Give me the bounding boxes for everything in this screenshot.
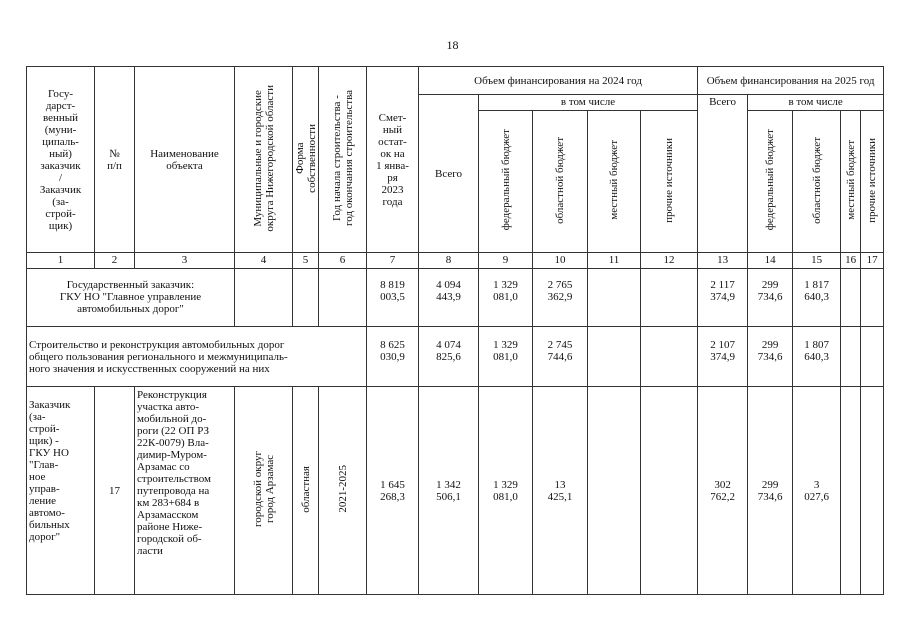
header-total-2024: Всего — [419, 95, 479, 253]
col-number: 2 — [95, 253, 135, 269]
object-years: 2021-2025 — [319, 387, 367, 595]
customer-row-label: Государственный заказчик: ГКУ НО "Главное управление автомобильных дорог" — [27, 269, 235, 327]
object-total-2025: 302 762,2 — [698, 387, 748, 595]
object-total-2024: 1 342 506,1 — [419, 387, 479, 595]
header-fin-2024: Объем финансирования на 2024 год — [419, 67, 698, 95]
program-regional-2024: 2 745 744,6 — [533, 327, 588, 387]
col-number: 16 — [841, 253, 861, 269]
col-number: 13 — [698, 253, 748, 269]
object-ownership: областная — [293, 387, 319, 595]
program-estimate: 8 625 030,9 — [367, 327, 419, 387]
header-years: Год начала строительства - год окончания строительства — [319, 67, 367, 253]
header-including-2024: в том числе — [479, 95, 698, 111]
col-number: 1 — [27, 253, 95, 269]
col-number: 7 — [367, 253, 419, 269]
program-row — [27, 327, 884, 387]
col-number: 12 — [641, 253, 698, 269]
object-regional-2025: 3 027,6 — [793, 387, 841, 595]
financing-table — [26, 66, 884, 595]
header-other-2025: прочие источники — [861, 111, 884, 253]
program-total-2025: 2 107 374,9 — [698, 327, 748, 387]
object-federal-2025: 299 734,6 — [748, 387, 793, 595]
col-number: 6 — [319, 253, 367, 269]
col-number: 10 — [533, 253, 588, 269]
object-federal-2024: 1 329 081,0 — [479, 387, 533, 595]
header-federal-2025: федеральный бюджет — [748, 111, 793, 253]
col-number: 3 — [135, 253, 235, 269]
customer-total-2025: 2 117 374,9 — [698, 269, 748, 327]
col-number: 9 — [479, 253, 533, 269]
col-number: 17 — [861, 253, 884, 269]
header-regional-2025: областной бюджет — [793, 111, 841, 253]
page-number: 18 — [446, 38, 459, 52]
header-other-2024: прочие источники — [641, 111, 698, 253]
program-total-2024: 4 074 825,6 — [419, 327, 479, 387]
col-number: 15 — [793, 253, 841, 269]
header-regional-2024: областной бюджет — [533, 111, 588, 253]
program-row-label: Строительство и реконструкция автомобильных дорог общего пользования регионального и межмуниципаль- ного значения и искусственных сооружений на них — [27, 327, 367, 387]
header-row-1 — [27, 67, 884, 95]
header-local-2024: местный бюджет — [588, 111, 641, 253]
header-object-name: Наименование объекта — [135, 67, 235, 253]
header-customer: Госу- дарст- венный (муни- ципаль- ный) заказчик / Заказчик (за- строй- щик) — [27, 67, 95, 253]
customer-row — [27, 269, 884, 327]
customer-federal-2024: 1 329 081,0 — [479, 269, 533, 327]
col-number: 11 — [588, 253, 641, 269]
header-municipal: Муниципальные и городские округа Нижегородской области — [235, 67, 293, 253]
col-number: 4 — [235, 253, 293, 269]
object-num: 17 — [95, 387, 135, 595]
customer-federal-2025: 299 734,6 — [748, 269, 793, 327]
header-total-2025: Всего — [698, 95, 748, 253]
program-regional-2025: 1 807 640,3 — [793, 327, 841, 387]
header-num: № п/п — [95, 67, 135, 253]
column-number-row — [27, 253, 884, 269]
program-federal-2025: 299 734,6 — [748, 327, 793, 387]
object-row — [27, 387, 884, 595]
header-federal-2024: федеральный бюджет — [479, 111, 533, 253]
customer-total-2024: 4 094 443,9 — [419, 269, 479, 327]
col-number: 5 — [293, 253, 319, 269]
program-federal-2024: 1 329 081,0 — [479, 327, 533, 387]
col-number: 8 — [419, 253, 479, 269]
header-including-2025: в том числе — [748, 95, 884, 111]
object-estimate: 1 645 268,3 — [367, 387, 419, 595]
customer-regional-2025: 1 817 640,3 — [793, 269, 841, 327]
object-municipal: городской округ город Арзамас — [235, 387, 293, 595]
customer-regional-2024: 2 765 362,9 — [533, 269, 588, 327]
col-number: 14 — [748, 253, 793, 269]
header-ownership: Форма собственности — [293, 67, 319, 253]
object-name: Реконструкция участка авто- мобильной до- роги (22 ОП РЗ 22К-0079) Вла- димир-Муром- Арзамас со строительством путепровода на км 283+684 в Арзамасском районе Ниже- городской об- ласти — [135, 387, 235, 595]
header-fin-2025: Объем финансирования на 2025 год — [698, 67, 884, 95]
object-regional-2024: 13 425,1 — [533, 387, 588, 595]
customer-estimate: 8 819 003,5 — [367, 269, 419, 327]
object-customer: Заказчик (за- строй- щик) - ГКУ НО "Глав- ное управ- ление автомо- бильных дорог" — [27, 387, 95, 595]
header-estimate: Смет- ный остат- ок на 1 янва- ря 2023 года — [367, 67, 419, 253]
header-local-2025: местный бюджет — [841, 111, 861, 253]
